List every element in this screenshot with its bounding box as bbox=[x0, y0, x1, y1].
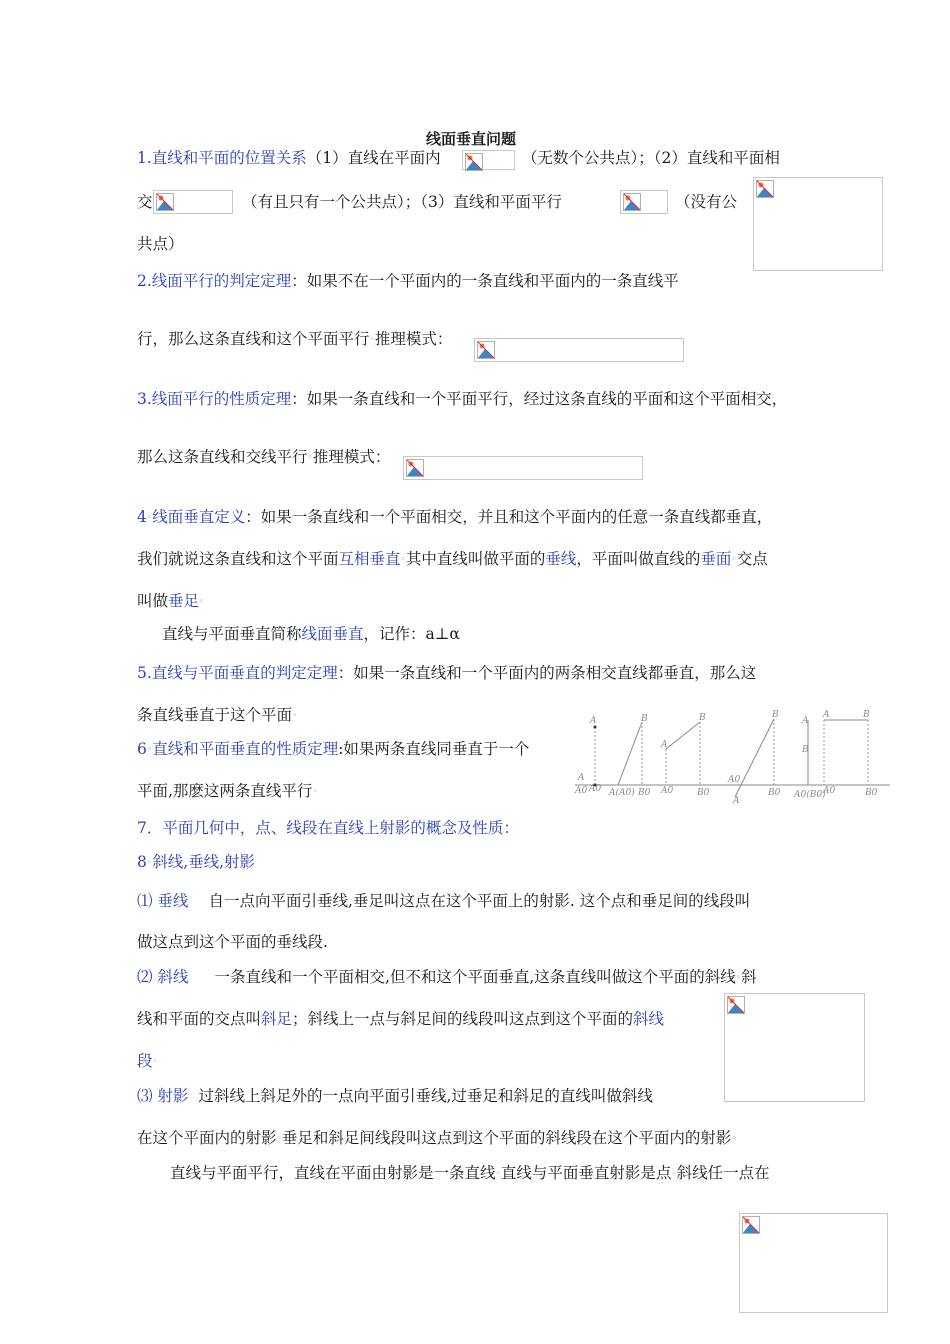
broken-image-icon bbox=[465, 153, 483, 171]
section-3-line-2: 那么这条直线和交线平行◦推理模式： bbox=[137, 448, 391, 466]
section-1-heading: 1.直线和平面的位置关系 bbox=[137, 149, 307, 167]
figure-label: A bbox=[590, 716, 597, 726]
section-6-number: 6 bbox=[137, 740, 147, 758]
diagram-image-placeholder bbox=[753, 177, 883, 271]
figure-label: B bbox=[863, 710, 870, 720]
term-mutually-perpendicular: 互相垂直 bbox=[338, 550, 401, 568]
section-8-heading: 斜线,垂线,射影 bbox=[152, 853, 256, 871]
section-2-text-b: 推理模式： bbox=[374, 330, 453, 348]
item-3-text-b: 垂足和斜足间线段叫这点到这个平面的斜线段在这个平面内的射影 bbox=[281, 1129, 732, 1147]
figure-label: B bbox=[641, 714, 648, 724]
section-4-abbreviation bbox=[162, 624, 460, 644]
figure-label: B0 bbox=[697, 788, 710, 798]
section-1-text-b: （无数个公共点）；（2）直线和平面相 bbox=[522, 149, 780, 167]
item-1-label: ⑴ 垂线 bbox=[137, 892, 189, 910]
last-text-b: 直线与平面垂直射影是点 bbox=[500, 1164, 672, 1182]
item-3-text-a: 在这个平面内的射影 bbox=[137, 1129, 277, 1147]
section-8-heading-line: 8◦斜线,垂线,射影 bbox=[137, 853, 256, 871]
figure-label: A0 bbox=[589, 784, 602, 794]
figure-label: A bbox=[578, 773, 585, 783]
figure-label: A0(B0) bbox=[794, 790, 826, 800]
broken-image-icon bbox=[156, 193, 174, 211]
section-1-text-f: 共点） bbox=[137, 235, 184, 253]
broken-image-icon bbox=[727, 996, 745, 1014]
abbr-text-a: 直线与平面垂直简称 bbox=[162, 625, 302, 643]
section-5-text: ：如果一条直线和一个平面内的两条相交直线都垂直，那么这 bbox=[337, 664, 757, 682]
formula-image-placeholder bbox=[620, 190, 668, 214]
section-8-number: 8 bbox=[137, 853, 147, 871]
section-1-text-e: （没有公 bbox=[675, 193, 738, 211]
broken-image-icon bbox=[623, 193, 641, 211]
abbr-text-b: ，记作：a⊥α bbox=[363, 625, 460, 643]
broken-image-icon bbox=[406, 459, 424, 477]
item-3-line-2: 在这个平面内的射影◦垂足和斜足间线段叫这点到这个平面的斜线段在这个平面内的射影◦ bbox=[137, 1129, 737, 1147]
section-1-text-d: （有且只有一个公共点）；（3）直线和平面平行 bbox=[242, 193, 562, 211]
item-2-line-1: ⑵ 斜线 一条直线和一个平面相交,但不和这个平面垂直,这条直线叫做这个平面的斜线◦斜 bbox=[137, 968, 757, 986]
figure-label: A bbox=[733, 796, 740, 806]
section-7-heading: 7．平面几何中，点、线段在直线上射影的概念及性质： bbox=[137, 819, 519, 837]
section-4-text-e: 叫做 bbox=[137, 592, 169, 610]
last-text-a: 直线与平面平行，直线在平面由射影是一条直线 bbox=[170, 1164, 496, 1182]
section-3-text-a: 那么这条直线和交线平行 bbox=[137, 448, 308, 466]
broken-image-icon bbox=[756, 180, 774, 198]
diagram-image-placeholder bbox=[739, 1213, 888, 1313]
term-oblique-segment-b: 段 bbox=[137, 1052, 153, 1070]
section-3-line-1 bbox=[137, 389, 787, 409]
item-1-line-1 bbox=[137, 891, 750, 911]
section-1-text-c: 交 bbox=[137, 193, 153, 211]
section-5-line-2: 条直线垂直于这个平面◦ bbox=[137, 706, 298, 724]
figure-label: B0 bbox=[768, 788, 781, 798]
item-2-line-2 bbox=[137, 1009, 664, 1029]
figure-label: A0 bbox=[823, 786, 836, 796]
section-2-heading: 2.线面平行的判定定理 bbox=[137, 272, 292, 290]
term-perpendicular-plane: 垂面 bbox=[700, 550, 732, 568]
broken-image-icon bbox=[477, 341, 495, 359]
section-4-text: ：如果一条直线和一个平面相交，并且和这个平面内的任意一条直线都垂直， bbox=[245, 508, 773, 526]
section-3-heading: 3.线面平行的性质定理 bbox=[137, 390, 292, 408]
section-4-heading: 线面垂直定义 bbox=[152, 508, 246, 526]
figure-label: B0 bbox=[638, 788, 651, 798]
section-4-line-2: 我们就说这条直线和这个平面互相垂直◦其中直线叫做平面的垂线，平面叫做直线的垂面◦交点 bbox=[137, 550, 768, 568]
section-5-heading: 5.直线与平面垂直的判定定理 bbox=[137, 664, 338, 682]
formula-image-placeholder bbox=[474, 338, 684, 362]
section-4-text-a: 我们就说这条直线和这个平面 bbox=[137, 550, 339, 568]
item-2-line-3: 段◦ bbox=[137, 1052, 158, 1070]
item-2-text-a: 一条直线和一个平面相交,但不和这个平面垂直,这条直线叫做这个平面的斜线 bbox=[214, 968, 736, 986]
section-6-text: :如果两条直线同垂直于一个 bbox=[338, 740, 530, 758]
section-1-text: （1）直线在平面内 bbox=[306, 149, 441, 167]
item-2-text-d: ；斜线上一点与斜足间的线段叫这点到这个平面的 bbox=[292, 1010, 634, 1028]
figure-label: B bbox=[699, 713, 706, 723]
figure-label: A0 bbox=[575, 786, 588, 796]
section-5-line-1 bbox=[137, 663, 756, 683]
item-3-text: 过斜线上斜足外的一点向平面引垂线,过垂足和斜足的直线叫做斜线 bbox=[198, 1087, 653, 1105]
item-1-line-2: 做这点到这个平面的垂线段. bbox=[137, 933, 328, 951]
figure-label: B bbox=[772, 710, 779, 720]
term-perpendicular-line: 垂线 bbox=[545, 550, 577, 568]
formula-image-placeholder bbox=[153, 190, 233, 214]
page-title: 线面垂直问题 bbox=[426, 130, 517, 148]
section-2-line-2: 行，那么这条直线和这个平面平行◦推理模式： bbox=[137, 330, 453, 348]
section-5-text-b: 条直线垂直于这个平面 bbox=[137, 706, 293, 724]
item-2-text-c: 线和平面的交点叫 bbox=[137, 1010, 262, 1028]
item-2-text-b: 斜 bbox=[741, 968, 757, 986]
section-4-text-b: 其中直线叫做平面的 bbox=[405, 550, 546, 568]
item-3-label: ⑶ 射影 bbox=[137, 1087, 189, 1105]
item-1-text: 自一点向平面引垂线,垂足叫这点在这个平面上的射影. 这个点和垂足间的线段叫 bbox=[208, 892, 751, 910]
diagram-image-placeholder bbox=[724, 993, 865, 1102]
section-1-line-1 bbox=[137, 148, 441, 168]
section-4-text-c: ，平面叫做直线的 bbox=[576, 550, 701, 568]
section-6-line-2: 平面,那麽这两条直线平行◦ bbox=[137, 782, 318, 800]
formula-image-placeholder bbox=[403, 456, 643, 480]
section-6-line-1: 6◦直线和平面垂直的性质定理:如果两条直线同垂直于一个 bbox=[137, 740, 530, 758]
formula-image-placeholder bbox=[462, 150, 515, 170]
section-4-line-1: 4◦线面垂直定义：如果一条直线和一个平面相交，并且和这个平面内的任意一条直线都垂直， bbox=[137, 508, 773, 526]
last-paragraph: 直线与平面平行，直线在平面由射影是一条直线◦直线与平面垂直射影是点◦斜线任一点在 bbox=[170, 1164, 770, 1182]
section-4-number: 4 bbox=[137, 508, 147, 526]
figure-label: A0 bbox=[728, 775, 741, 785]
section-6-heading: 直线和平面垂直的性质定理 bbox=[152, 740, 339, 758]
section-2-line-1 bbox=[137, 271, 679, 291]
item-2-label: ⑵ 斜线 bbox=[137, 968, 189, 986]
figure-label: A bbox=[802, 716, 809, 726]
term-foot: 垂足 bbox=[168, 592, 200, 610]
section-2-text-a: 行，那么这条直线和这个平面平行 bbox=[137, 330, 370, 348]
section-2-text: ：如果不在一个平面内的一条直线和平面内的一条直线平 bbox=[291, 272, 679, 290]
term-line-plane-perpendicular: 线面垂直 bbox=[301, 625, 364, 643]
figure-label: A bbox=[661, 740, 668, 750]
last-text-c: 斜线任一点在 bbox=[676, 1164, 770, 1182]
figure-label: A(A0) bbox=[609, 788, 635, 798]
figure-label: B0 bbox=[865, 788, 878, 798]
figure-label: A bbox=[823, 710, 830, 720]
section-4-text-d: 交点 bbox=[736, 550, 768, 568]
term-oblique-segment-a: 斜线 bbox=[633, 1010, 665, 1028]
item-3-line-1 bbox=[137, 1086, 653, 1106]
section-6-text-b: 平面,那麽这两条直线平行 bbox=[137, 782, 313, 800]
section-4-line-3: 叫做垂足◦ bbox=[137, 592, 205, 610]
section-3-text: ：如果一条直线和一个平面平行，经过这条直线的平面和这个平面相交， bbox=[291, 390, 788, 408]
figure-label: B bbox=[802, 745, 809, 755]
figure-label: A0 bbox=[661, 786, 674, 796]
term-oblique-foot: 斜足 bbox=[261, 1010, 293, 1028]
section-3-text-b: 推理模式： bbox=[312, 448, 391, 466]
broken-image-icon bbox=[742, 1216, 760, 1234]
